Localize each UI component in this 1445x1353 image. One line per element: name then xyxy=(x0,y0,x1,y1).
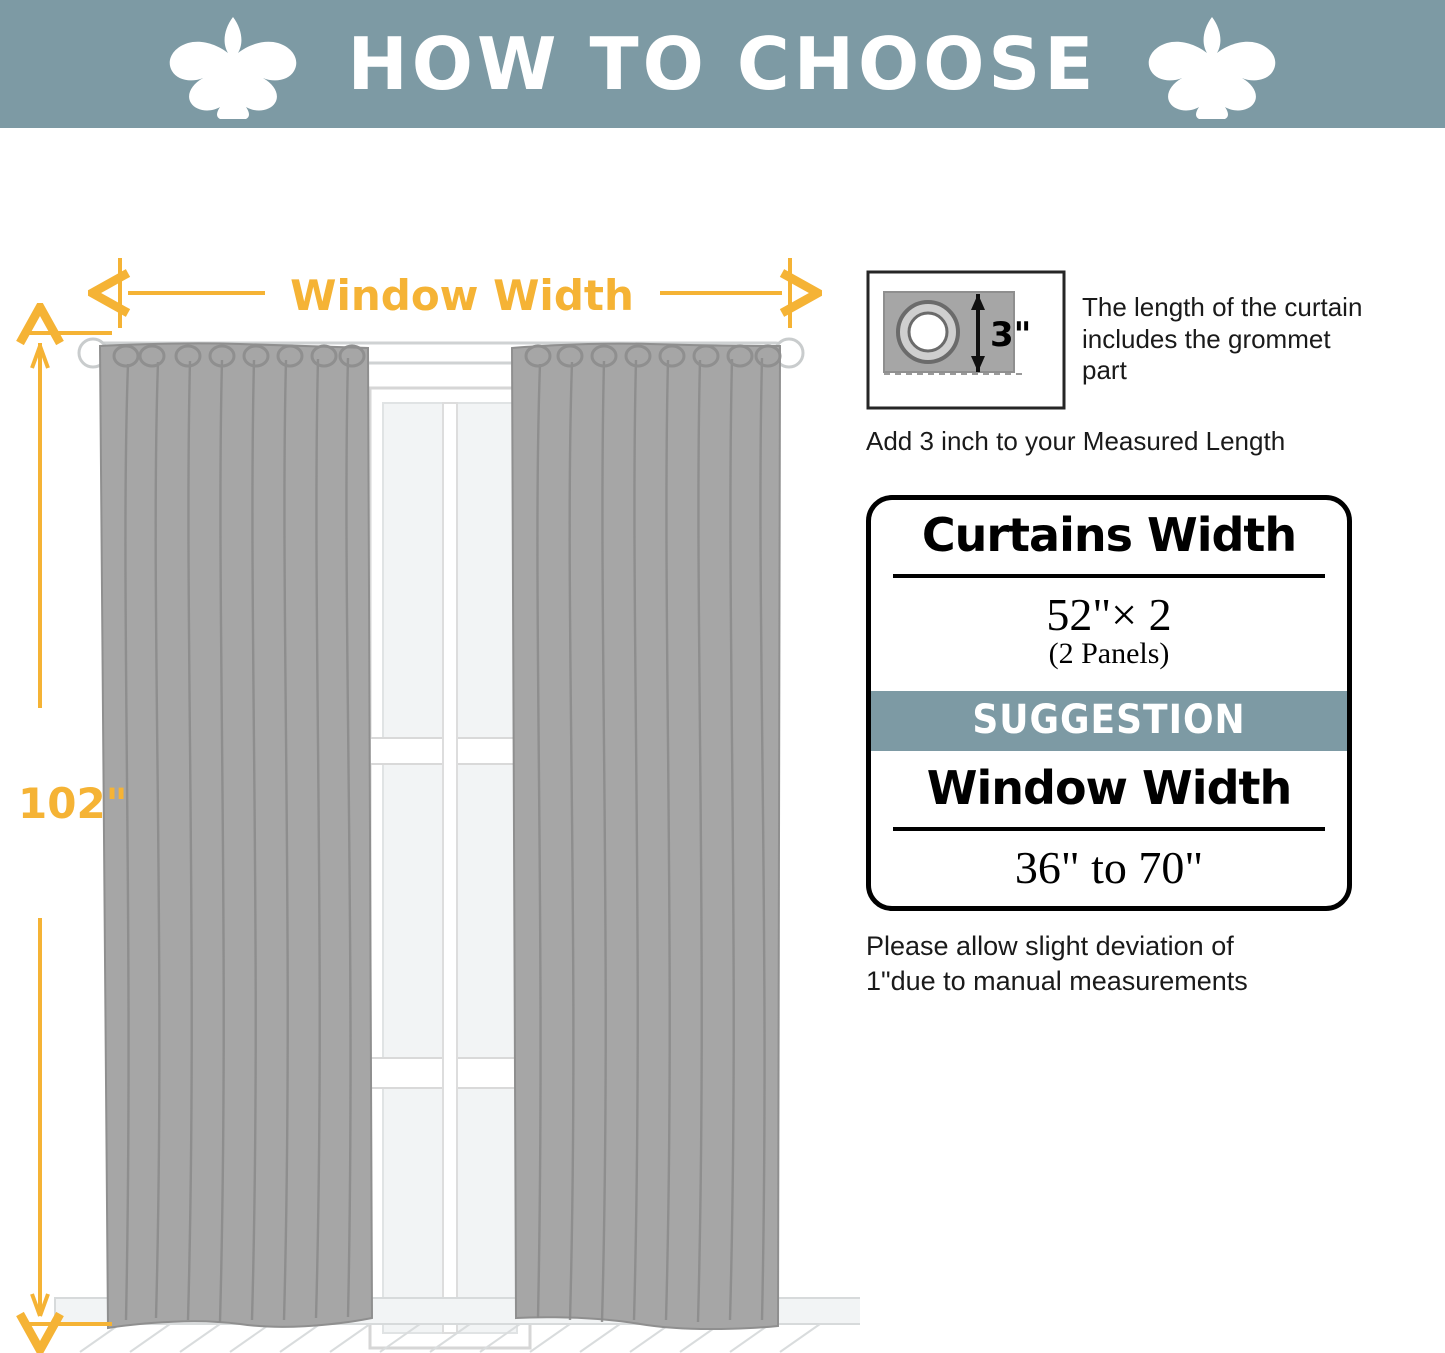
right-column xyxy=(866,270,1366,999)
suggestion-card xyxy=(866,495,1352,911)
window-width-range: 36" to 70" xyxy=(1014,842,1204,893)
suggestion-band xyxy=(871,691,1347,751)
header-banner xyxy=(0,0,1445,128)
curtains-width-title: Curtains Width xyxy=(921,508,1297,562)
suggestion-label: SUGGESTION xyxy=(972,697,1246,743)
banner-title: HOW TO CHOOSE xyxy=(347,22,1098,106)
window-width-label: Window Width xyxy=(290,271,634,320)
curtain-panel-left xyxy=(100,343,372,1328)
deviation-note xyxy=(866,929,1366,999)
curtain-panel-right xyxy=(512,344,780,1329)
grommet-note: The length of the curtain includes the grommet part xyxy=(1082,292,1363,386)
fleur-de-lis-icon xyxy=(158,9,308,119)
grommet-diagram xyxy=(866,270,1066,410)
fleur-de-lis-icon xyxy=(1137,9,1287,119)
window-width-title: Window Width xyxy=(926,761,1292,815)
grommet-measure-label: 3" xyxy=(990,315,1032,355)
window-width-measure xyxy=(120,258,790,328)
curtain-height-label: 102" xyxy=(18,779,128,828)
curtains-width-value: 52"× 2 xyxy=(1046,589,1172,640)
window-frame xyxy=(370,388,530,1348)
curtains-width-panels: (2 Panels) xyxy=(1048,637,1170,670)
grommet-block xyxy=(866,270,1366,410)
deviation-note-line2: 1"due to manual measurements xyxy=(866,966,1248,997)
curtain-diagram xyxy=(0,128,860,1353)
deviation-note-line1: Please allow slight deviation of xyxy=(866,931,1234,961)
add-length-note: Add 3 inch to your Measured Length xyxy=(866,426,1286,456)
